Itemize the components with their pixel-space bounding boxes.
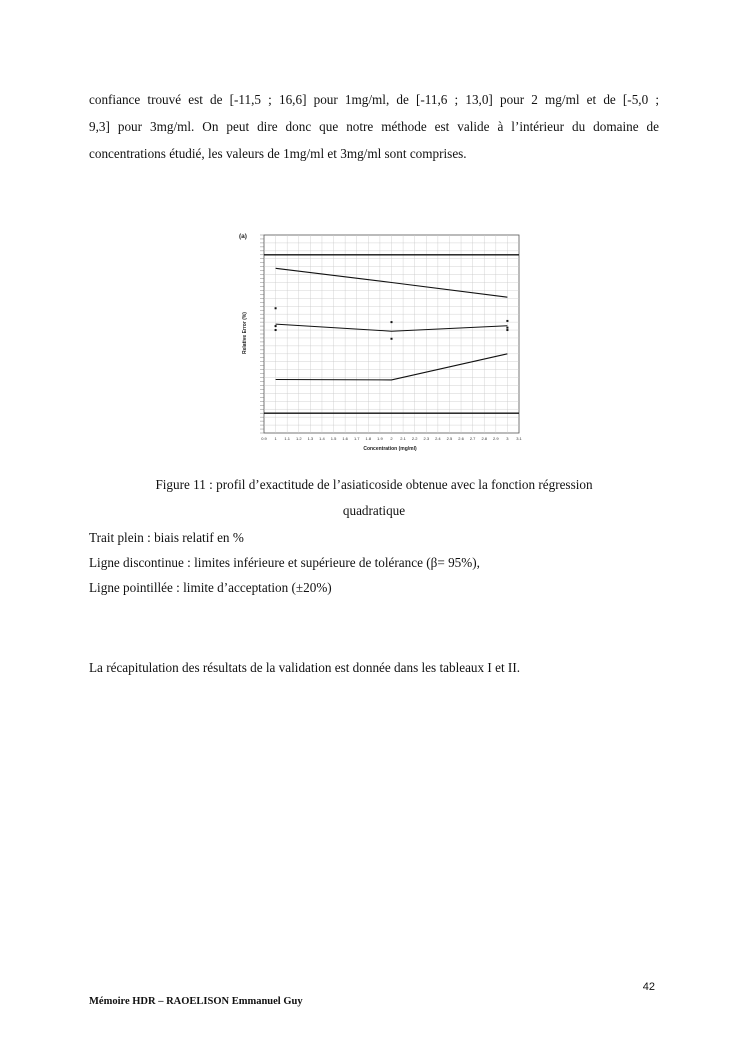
data-point (506, 327, 508, 329)
x-tick-label: 2.7 (469, 436, 476, 441)
x-tick-label: 2 (390, 436, 393, 441)
paragraph-line: confiance trouvé est de [-11,5 ; 16,6] pour 1mg/ml, de [-11,6 ; 13,0] pour 2 mg/ml et de [-5,0 ; (89, 92, 659, 107)
x-tick-label: 1.3 (307, 436, 314, 441)
footer-title: Mémoire HDR – RAOELISON Emmanuel Guy (89, 996, 303, 1007)
x-tick-label: 1.2 (295, 436, 302, 441)
x-tick-label: 2.3 (423, 436, 430, 441)
paragraph-line: 9,3] pour 3mg/ml. On peut dire donc que notre méthode est valide à l’intérieur du domaine de (89, 119, 659, 134)
data-point (275, 307, 277, 309)
x-tick-label: 0.9 (261, 436, 267, 441)
legend-dotted-line: Ligne pointillée : limite d’acceptation (±20%) (89, 580, 332, 595)
x-tick-label: 1.4 (319, 436, 325, 441)
data-point (506, 320, 508, 322)
x-tick-label: 2.4 (435, 436, 441, 441)
x-tick-label: 2.1 (400, 436, 406, 441)
x-tick-label: 1.5 (330, 436, 337, 441)
accuracy-profile-figure (238, 225, 523, 455)
x-tick-label: 1.6 (342, 436, 348, 441)
y-axis-label: Relative Error (%) (242, 312, 248, 354)
paragraph-line: concentrations étudié, les valeurs de 1mg/ml et 3mg/ml sont comprises. (89, 146, 467, 161)
x-tick-label: 1.1 (284, 436, 290, 441)
legend-solid-line: Trait plein : biais relatif en % (89, 530, 244, 545)
x-tick-label: 2.5 (446, 436, 453, 441)
data-point (275, 325, 277, 327)
data-point (506, 329, 508, 331)
figure-caption: Figure 11 : profil d’exactitude de l’asiaticoside obtenue avec la fonction régression (155, 477, 593, 492)
page-number: 42 (642, 981, 655, 993)
x-tick-label: 1 (274, 436, 277, 441)
accuracy-profile-chart (238, 225, 523, 455)
body-paragraph (89, 86, 659, 167)
x-tick-label: 2.8 (481, 436, 488, 441)
x-tick-label: 2.9 (493, 436, 499, 441)
x-tick-label: 1.7 (353, 436, 360, 441)
panel-label: (a) (239, 233, 247, 240)
data-point (391, 338, 393, 340)
legend-dashed-line: Ligne discontinue : limites inférieure et supérieure de tolérance (β= 95%), (89, 555, 480, 570)
x-tick-label: 2.2 (411, 436, 418, 441)
x-tick-label: 3 (506, 436, 509, 441)
data-point (275, 329, 277, 331)
x-tick-label: 1.8 (365, 436, 372, 441)
figure-caption-continued: quadratique (342, 503, 406, 518)
x-axis-label: Concentration (mg/ml) (363, 446, 417, 452)
recap-paragraph: La récapitulation des résultats de la validation est donnée dans les tableaux I et II. (89, 660, 521, 675)
data-point (391, 321, 393, 323)
x-tick-label: 2.6 (458, 436, 464, 441)
x-tick-label: 3.1 (516, 436, 522, 441)
x-tick-label: 1.9 (377, 436, 383, 441)
